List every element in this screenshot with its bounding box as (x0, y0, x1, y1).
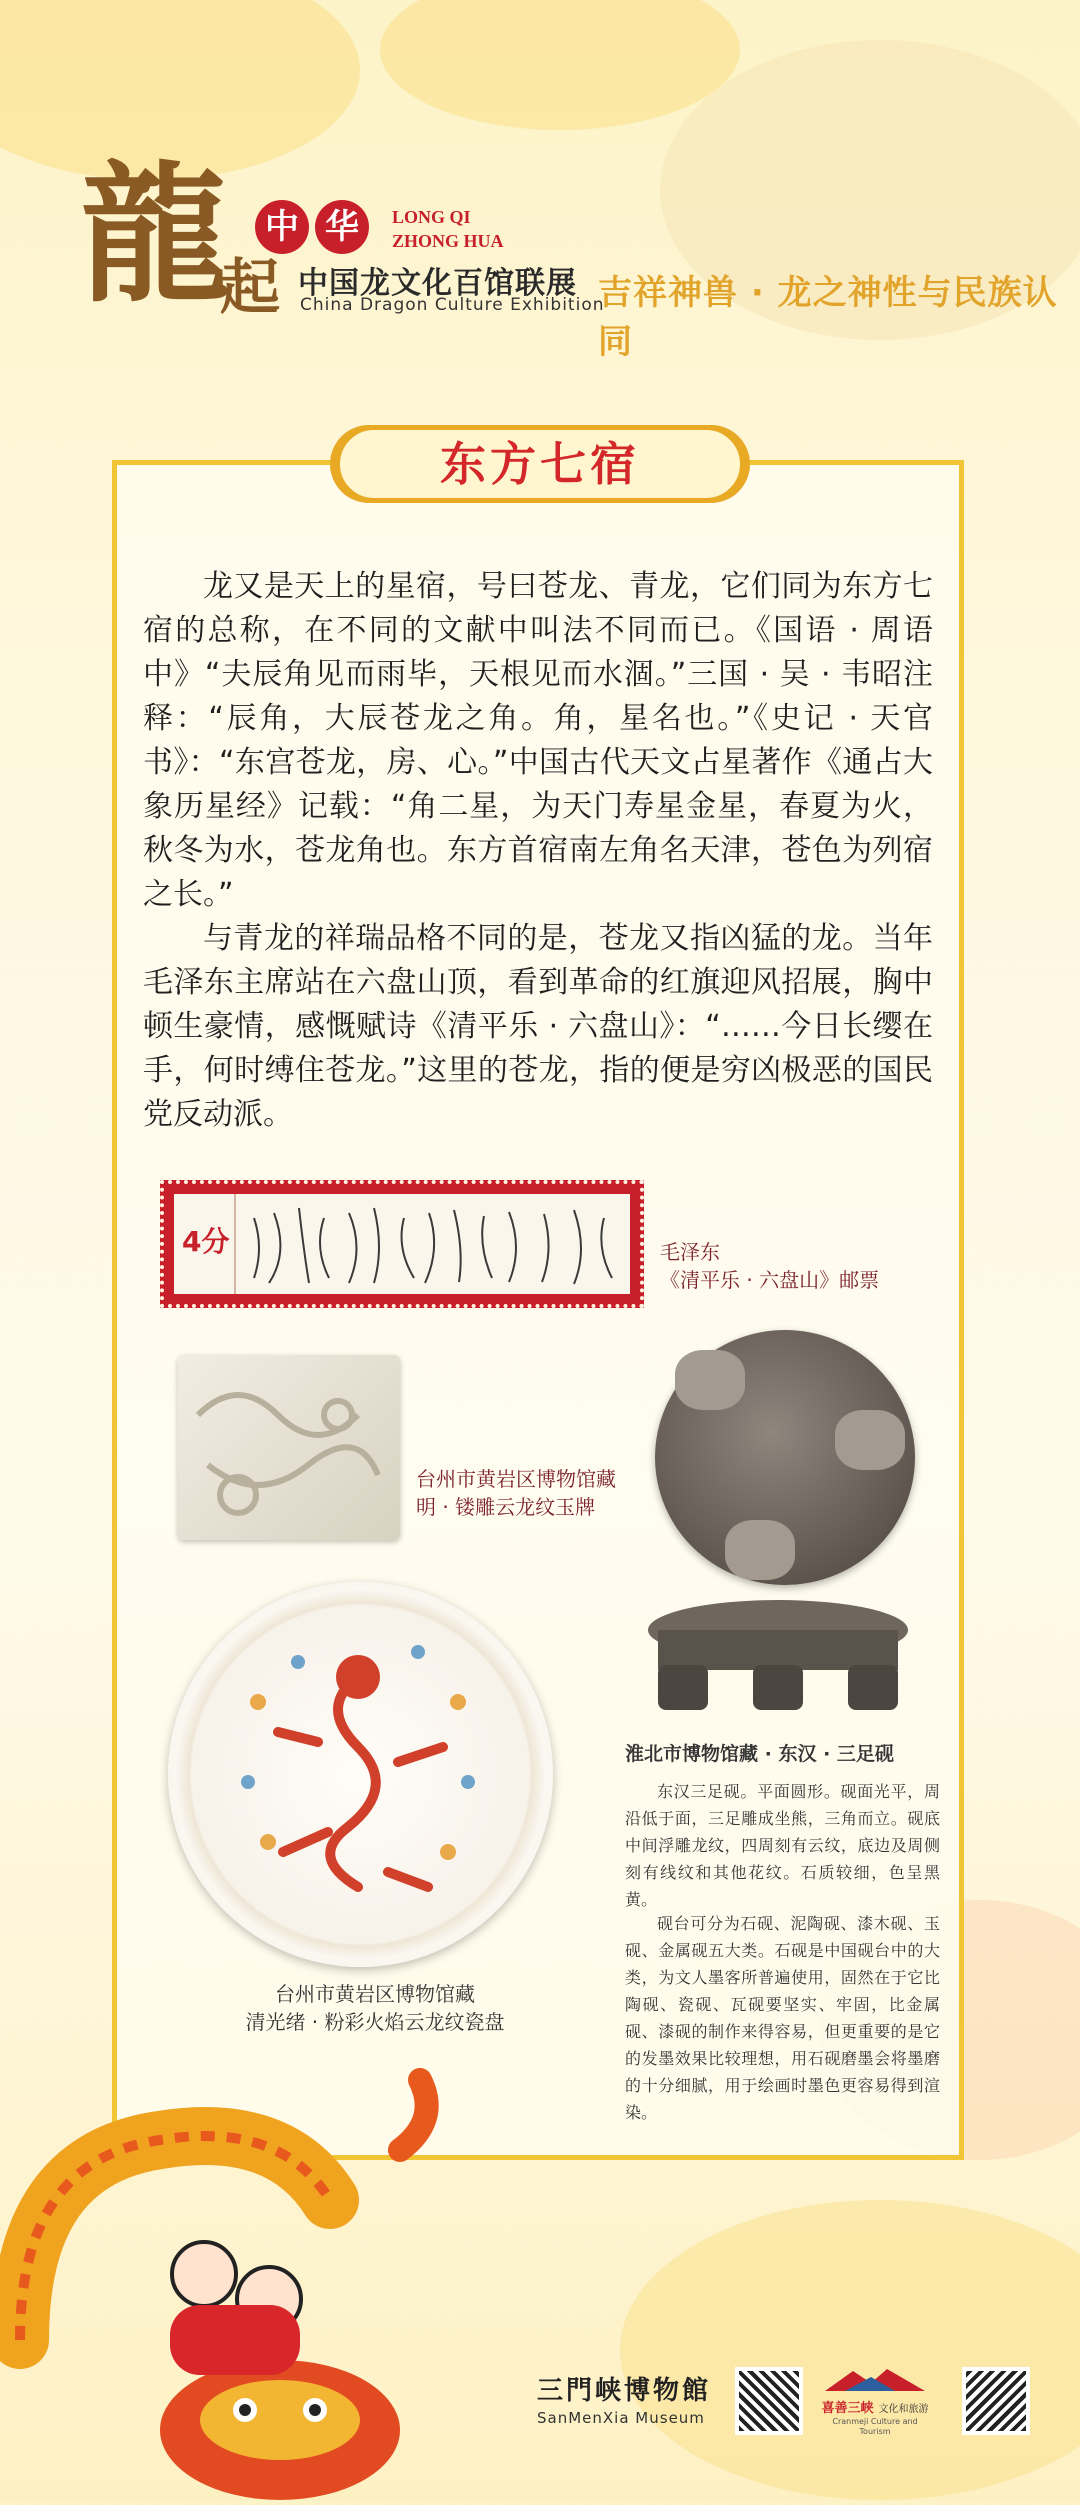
museum-name-cn: 三門峡博物館 (537, 2376, 712, 2406)
exhibition-title-en: China Dragon Culture Exhibition (300, 295, 605, 315)
inkstone-bottom-image (655, 1330, 915, 1585)
inkstone-leg (753, 1665, 803, 1710)
inkstone-leg (848, 1665, 898, 1710)
inkstone-description-1: 东汉三足砚。平面圆形。砚面光平，周沿低于面，三足雕成坐熊，三角而立。砚底中间浮雕龙纹，四周刻有云纹，底边及周侧刻有线纹和其他花纹。石质较细，色呈黑黄。 (625, 1782, 940, 1909)
inkstone-foot (675, 1350, 745, 1410)
body-paragraph-2: 与青龙的祥瑞品格不同的是，苍龙又指凶猛的龙。当年毛泽东主席站在六盘山顶，看到革命的红旗迎风招展，胸中顿生豪情，感慨赋诗《清平乐 · 六盘山》：“……今日长缨在手，何时缚住苍龙。”这里的苍龙，指的便是穷凶极恶的国民党反动派。 (143, 921, 933, 1132)
tourism-name-sub: 文化和旅游 (878, 2404, 929, 2415)
inkstone-side-image (648, 1600, 908, 1715)
logo-char-qi: 起 (220, 253, 280, 323)
exhibition-title-cn: 中国龙文化百馆联展 (298, 266, 577, 301)
zhonghua-badge (255, 200, 375, 254)
sanmenxia-museum-logo (537, 2370, 711, 2427)
jade-caption-line2: 明 · 镂雕云龙纹玉牌 (416, 1495, 596, 1519)
cloud-decoration (380, 0, 740, 130)
cloud-decoration (620, 2200, 1080, 2500)
jade-caption-line1: 台州市黄岩区博物馆藏 (416, 1467, 616, 1491)
badge-zhong: 中 (255, 200, 309, 254)
stamp-denomination: 4分 (182, 1225, 230, 1258)
stamp-caption-line1: 毛泽东 (660, 1240, 720, 1264)
dragon-relief-icon (178, 1355, 400, 1540)
pinyin-line2: ZHONG HUA (392, 231, 504, 251)
pinyin-label (392, 205, 504, 253)
inkstone-body (658, 1630, 898, 1670)
tourism-name-en: Cranmeji Culture and Tourism (832, 2417, 918, 2436)
jade-plaque-image (178, 1355, 400, 1540)
inkstone-caption: 淮北市博物馆藏 · 东汉 · 三足砚 (625, 1743, 894, 1765)
tourism-name-cn: 喜善三峡 (821, 2401, 874, 2416)
body-paragraph-1: 龙又是天上的星宿，号曰苍龙、青龙，它们同为东方七宿的总称，在不同的文献中叫法不同而已。《国语 · 周语中》“夫辰角见而雨毕，天根见而水涸。”三国 · 吴 · 韦昭注释：“辰角，大辰苍龙之角。角，星名也。”《史记 · 天官书》：“东宫苍龙，房、心。”中国古代天文占星著作《通占大象历星经》记载：“角二星，为天门寿星金星，春夏为火，秋冬为水，苍龙角也。东方首宿南左角名天津，苍色为列宿之长。” (143, 569, 933, 912)
exhibition-theme: 吉祥神兽 · 龙之神性与民族认同 (598, 273, 1058, 362)
child-body (170, 2305, 300, 2375)
stamp-caption (660, 1238, 879, 1294)
dragon-head (336, 1655, 380, 1699)
qr-code-museum[interactable] (735, 2367, 803, 2435)
exhibition-logo (80, 147, 280, 350)
calligraphy-icon (244, 1198, 634, 1294)
logo-char-long: 龍 (80, 147, 231, 323)
stamp-caption-line2: 《清平乐 · 六盘山》邮票 (660, 1268, 880, 1292)
jade-caption (416, 1465, 616, 1521)
dragon-mascot-illustration (0, 2040, 470, 2501)
pinyin-line1: LONG QI (392, 207, 471, 227)
inkstone-leg (658, 1665, 708, 1710)
badge-hua: 华 (315, 200, 369, 254)
section-title: 东方七宿 (335, 425, 745, 503)
porcelain-plate-image (168, 1582, 553, 1967)
museum-name-en: SanMenXia Museum (537, 2409, 705, 2427)
mountain-logo-icon (825, 2365, 925, 2393)
child-mascot (170, 2240, 238, 2308)
stamp-image (160, 1180, 644, 1308)
fire-dragon-icon (168, 1582, 553, 1967)
inkstone-description-2: 砚台可分为石砚、泥陶砚、漆木砚、玉砚、金属砚五大类。石砚是中国砚台中的大类，为文人墨客所普遍使用，固然在于它比陶砚、瓷砚、瓦砚要坚实、牢固，比金属砚、漆砚的制作来得容易，但更重要的是它的发墨效果比较理想，用石砚磨墨会将墨磨的十分细腻，用于绘画时墨色更容易得到渲染。 (625, 1914, 940, 2122)
tourism-logo (820, 2365, 930, 2437)
plate-caption (210, 1980, 540, 2036)
plate-caption-line2: 清光绪 · 粉彩火焰云龙纹瓷盘 (245, 2010, 505, 2034)
inkstone-foot (725, 1520, 795, 1580)
inkstone-foot (835, 1410, 905, 1470)
plate-caption-line1: 台州市黄岩区博物馆藏 (275, 1982, 475, 2006)
qr-code-tourism[interactable] (962, 2367, 1030, 2435)
